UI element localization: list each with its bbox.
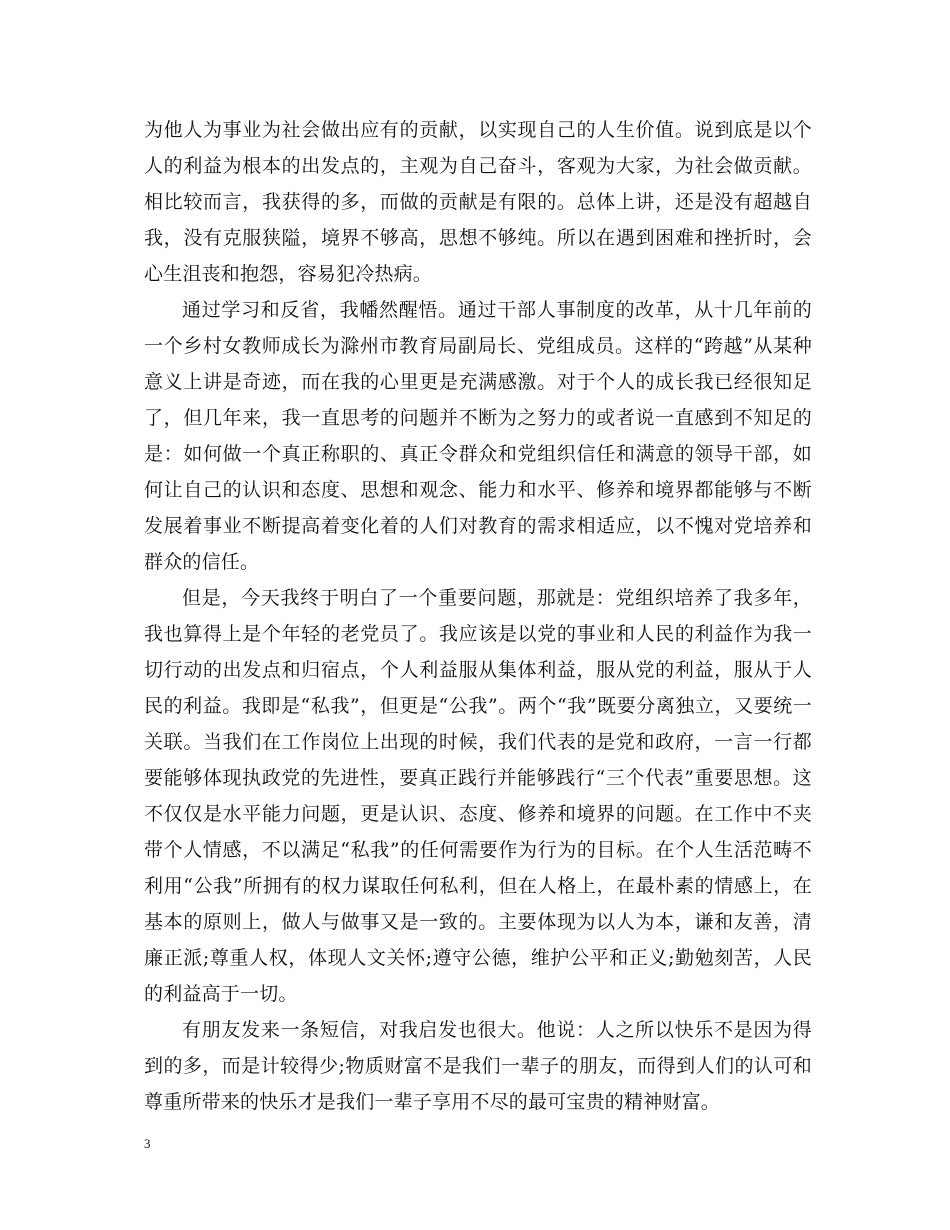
paragraph-continuation: 为他人为事业为社会做出应有的贡献，以实现自己的人生价值。说到底是以个人的利益为根本的出发点的，主观为自己奋斗，客观为大家，为社会做贡献。相比较而言，我获得的多，而做的贡献是有限的。总体上讲，还是没有超越自我，没有克服狭隘，境界不够高，思想不够纯。所以在遇到困难和挫折时，会心生沮丧和抱怨，容易犯冷热病。 xyxy=(144,119,812,285)
paragraph-realization: 但是，今天我终于明白了一个重要问题，那就是：党组织培养了我多年，我也算得上是个年轻的老党员了。我应该是以党的事业和人民的利益作为我一切行动的出发点和归宿点，个人利益服从集体利益，服从党的利益，服从于人民的利益。我即是“私我”，但更是“公我”。两个“我”既要分离独立，又要统一关联。当我们在工作岗位上出现的时候，我们代表的是党和政府，一言一行都要能够体现执政党的先进性，要真正践行并能够践行“三个代表”重要思想。这不仅仅是水平能力问题，更是认识、态度、修养和境界的问题。在工作中不夹带个人情感，不以满足“私我”的任何需要作为行为的目标。在个人生活范畴不利用“公我”所拥有的权力谋取任何私利，但在人格上，在最朴素的情感上，在基本的原则上，做人与做事又是一致的。主要体现为以人为本，谦和友善，清廉正派;尊重人权，体现人文关怀;遵守公德，维护公平和正义;勤勉刻苦，人民的利益高于一切。 xyxy=(144,587,812,1005)
paragraph-friend-message: 有朋友发来一条短信，对我启发也很大。他说：人之所以快乐不是因为得到的多，而是计较得少;物质财富不是我们一辈子的朋友，而得到人们的认可和尊重所带来的快乐才是我们一辈子享用不尽的最可宝贵的精神财富。 xyxy=(144,1019,812,1113)
page-number: 3 xyxy=(144,1136,151,1151)
paragraph-reflection: 通过学习和反省，我幡然醒悟。通过干部人事制度的改革，从十几年前的一个乡村女教师成长为滁州市教育局副局长、党组成员。这样的“跨越”从某种意义上讲是奇迹，而在我的心里更是充满感激。对于个人的成长我已经很知足了，但几年来，我一直思考的问题并不断为之努力的或者说一直感到不知足的是：如何做一个真正称职的、真正令群众和党组织信任和满意的领导干部，如何让自己的认识和态度、思想和观念、能力和水平、修养和境界都能够与不断发展着事业不断提高着变化着的人们对教育的需求相适应，以不愧对党培养和群众的信任。 xyxy=(144,299,812,573)
body-text xyxy=(144,112,812,1120)
